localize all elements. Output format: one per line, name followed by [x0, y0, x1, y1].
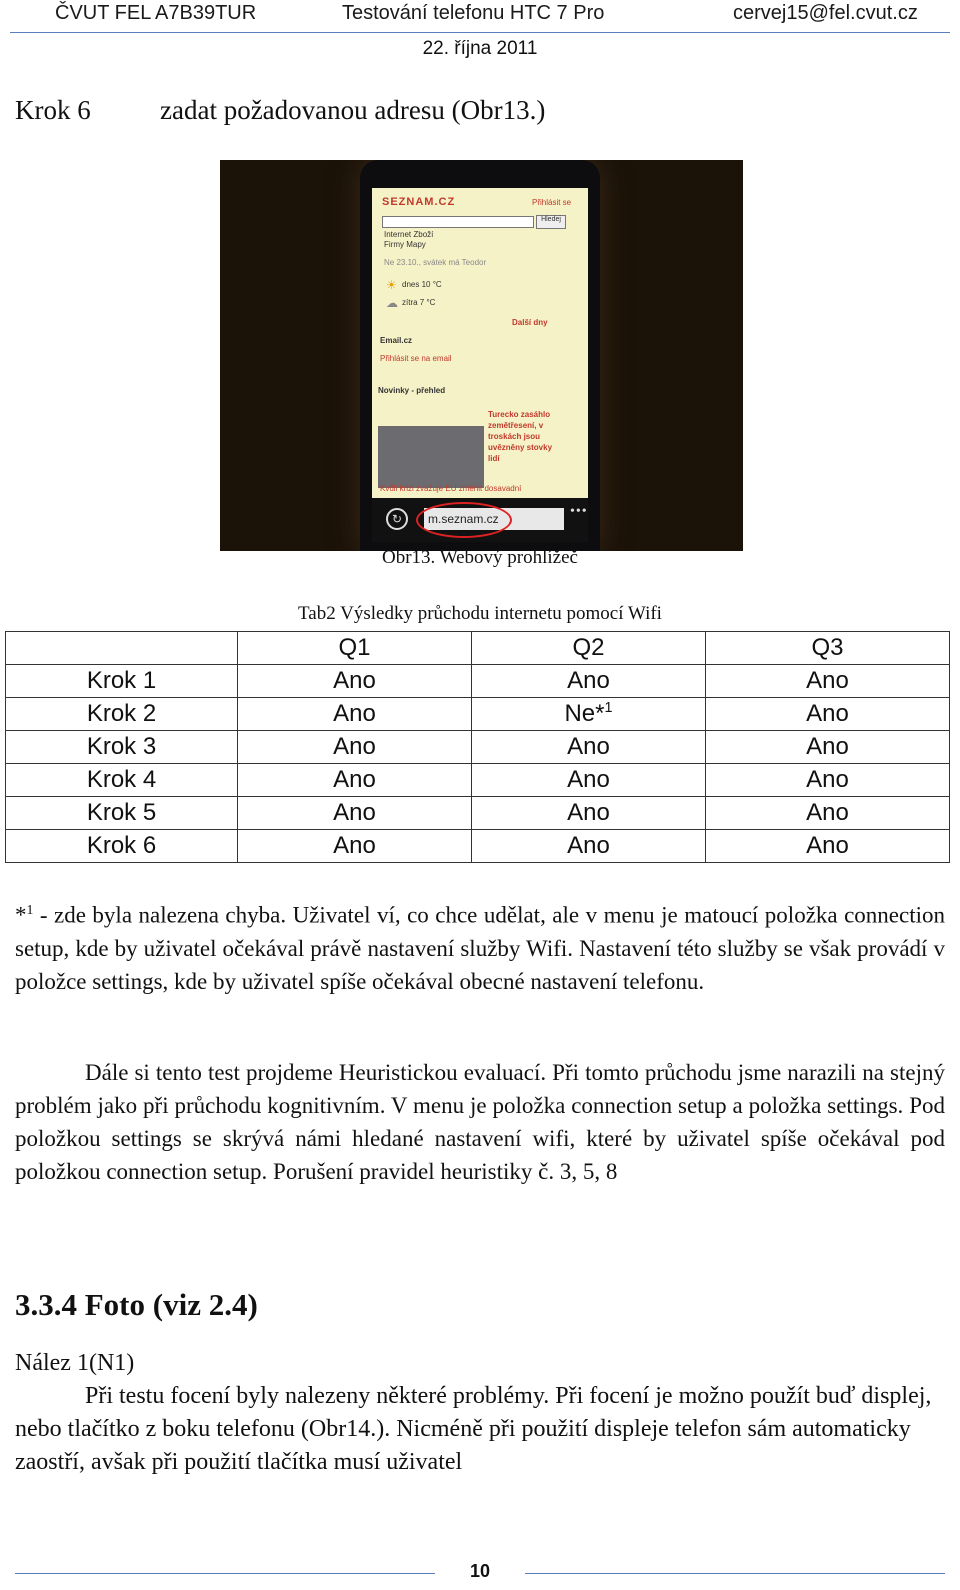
- phone: [360, 160, 600, 551]
- table-cell: [472, 698, 706, 731]
- header-cell: [6, 632, 238, 665]
- browser-address-bar: [372, 498, 588, 542]
- table-cell: Krok 1: [6, 665, 238, 698]
- news-image: [378, 426, 484, 488]
- section-heading: 3.3.4 Foto (viz 2.4): [15, 1287, 258, 1322]
- table-cell: Ano: [706, 665, 950, 698]
- news-heading: Novinky - přehled: [378, 386, 446, 395]
- table-cell: Ano: [706, 830, 950, 863]
- email-login-link: Přihlásit se na email: [380, 354, 452, 363]
- footer-rule-right: [525, 1573, 945, 1574]
- finding-label: Nález 1(N1): [15, 1350, 135, 1376]
- table-cell: Ano: [472, 797, 706, 830]
- more-days-link: Další dny: [512, 318, 548, 327]
- table-header-row: [6, 632, 950, 665]
- step-text: zadat požadovanou adresu (Obr13.): [160, 95, 546, 125]
- browser-photo: [220, 160, 743, 551]
- header-email: cervej15@fel.cvut.cz: [733, 2, 918, 24]
- heuristic-paragraph: Dále si tento test projdeme Heuristickou evaluací. Při tomto průchodu jsme narazili na stejný problém jako při průchodu kognitivním. V menu je položka connection setup a položka settings. Pod položkou settings se skrývá námi hledané nastavení wifi, které by uživatel spíše očekával pod položkou connection setup. Porušení pravidel heuristiky č. 3, 5, 8: [15, 1060, 945, 1184]
- refresh-icon: ↻: [386, 508, 408, 530]
- header-cell: Q3: [706, 632, 950, 665]
- table-caption: Tab2 Výsledky průchodu internetu pomocí Wifi: [298, 603, 662, 624]
- page-number: 10: [469, 1561, 491, 1581]
- weather-today: dnes 10 °C: [402, 280, 442, 289]
- headline-line: troskách jsou: [488, 432, 541, 441]
- search-options-1: Internet Zboží: [384, 230, 434, 239]
- table-cell: Ano: [706, 797, 950, 830]
- table-cell: Krok 3: [6, 731, 238, 764]
- email-heading: Email.cz: [380, 336, 413, 345]
- table-row: [6, 797, 950, 830]
- footnote-ref: 1: [604, 700, 613, 716]
- cloud-icon: ☁: [386, 296, 398, 310]
- table-row: [6, 731, 950, 764]
- weather-tomorrow: zítra 7 °C: [402, 298, 436, 307]
- url-field: m.seznam.cz: [424, 508, 564, 530]
- table-cell: Ano: [238, 764, 472, 797]
- table-cell: Ano: [472, 764, 706, 797]
- header-cell: Q2: [472, 632, 706, 665]
- search-button: Hledej: [536, 215, 566, 229]
- table-cell: Ano: [472, 830, 706, 863]
- table-cell: Krok 6: [6, 830, 238, 863]
- table-cell: Ano: [238, 830, 472, 863]
- login-link: Přihlásit se: [532, 198, 572, 207]
- table-cell: Krok 2: [6, 698, 238, 731]
- table-cell: Ano: [706, 731, 950, 764]
- headline-line: zemětřesení, v: [488, 421, 544, 430]
- phone-screen: [372, 188, 588, 498]
- header-course: ČVUT FEL A7B39TUR: [55, 2, 257, 24]
- table-cell: Krok 4: [6, 764, 238, 797]
- headline-line: uvězněny stovky: [488, 443, 553, 452]
- table-row: [6, 698, 950, 731]
- table-cell-text: Ne*: [564, 700, 605, 727]
- headline-line: Turecko zasáhlo: [488, 410, 551, 419]
- footnote-paragraph: [15, 893, 945, 998]
- footnote-mark: *: [15, 902, 27, 928]
- photo-paragraph: Při testu focení byly nalezeny některé problémy. Při focení je možno použít buď displej, nebo tlačítko z boku telefonu (Obr14.). Nicméně při použití displeje telefon sám automaticky zaostří, avšak při použití tlačítka musí uživatel: [15, 1383, 932, 1475]
- table-cell: Ano: [238, 698, 472, 731]
- headline-line: lidí: [488, 454, 500, 463]
- table-cell: Ano: [706, 764, 950, 797]
- sun-icon: ☀: [386, 278, 397, 292]
- footnote-sup: 1: [26, 902, 34, 917]
- seznam-logo: SEZNAM.CZ: [382, 196, 456, 208]
- header-rule: [10, 32, 950, 33]
- search-options-2: Firmy Mapy: [384, 240, 426, 249]
- table-cell: Ano: [238, 731, 472, 764]
- table-cell: Ano: [238, 665, 472, 698]
- table-row: [6, 830, 950, 863]
- table-row: [6, 665, 950, 698]
- table-cell: Ano: [472, 665, 706, 698]
- table-cell: Ano: [238, 797, 472, 830]
- date-line: Ne 23.10., svátek má Teodor: [384, 258, 487, 267]
- page-header: [0, 0, 960, 70]
- table-row: [6, 764, 950, 797]
- header-cell: Q1: [238, 632, 472, 665]
- figure-caption: Obr13. Webový prohlížeč: [382, 547, 578, 568]
- search-box: [382, 216, 534, 228]
- footnote-text: - zde byla nalezena chyba. Uživatel ví, co chce udělat, ale v menu je matoucí položka connection setup, kde by uživatel očekával právě nastavení služby Wifi. Nastavení této služby se však provádí v položce settings, kde by uživatel spíše očekával obecné nastavení telefonu.: [15, 902, 945, 994]
- footer-rule-left: [15, 1573, 435, 1574]
- headline-line: Kvůli krizi zvažuje EU změnit dosavadní: [380, 484, 522, 493]
- header-title: Testování telefonu HTC 7 Pro: [342, 2, 605, 24]
- red-highlight-circle: [416, 502, 512, 538]
- step-label: Krok 6: [15, 95, 91, 125]
- results-table: [5, 631, 950, 863]
- table-cell: Krok 5: [6, 797, 238, 830]
- header-date: 22. října 2011: [422, 38, 538, 59]
- table-cell: Ano: [706, 698, 950, 731]
- table-cell: Ano: [472, 731, 706, 764]
- more-dots-icon: •••: [570, 504, 588, 519]
